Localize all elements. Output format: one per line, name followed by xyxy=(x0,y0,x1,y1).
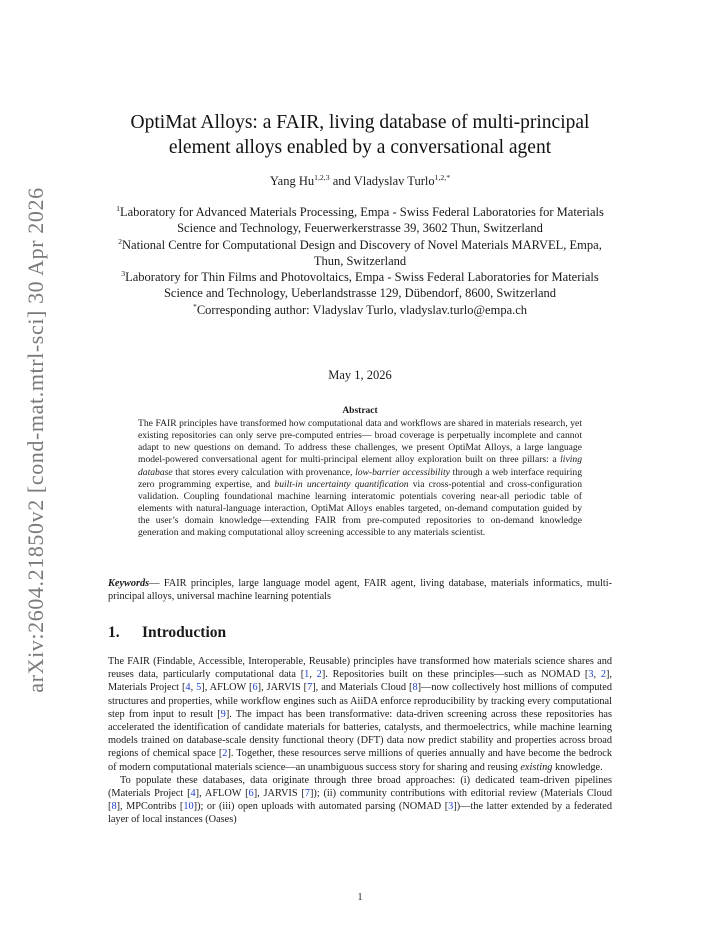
citation-link[interactable]: 5 xyxy=(196,682,202,694)
affiliation xyxy=(108,237,612,270)
author-connector: and xyxy=(329,174,354,188)
keywords-label: Keywords xyxy=(108,578,150,589)
text-run: ])—the latter extended by a federated layer of local instances (Oases) xyxy=(108,801,613,826)
text-run: ]. Together, these resources serve millions of queries annually and have become the bedrock of modern computational materials science—an unambiguous success story for sharing and reusing xyxy=(108,748,612,773)
citation-link[interactable]: 2 xyxy=(600,669,606,681)
text-run: ], and Materials Cloud [ xyxy=(312,682,413,694)
text-run: ], JARVIS [ xyxy=(253,788,305,800)
text-run: ]); or (iii) open uploads with automated parsing (NOMAD [ xyxy=(193,801,449,813)
abstract-emphasis: living database xyxy=(138,454,582,478)
abstract-segment: through a web interface requiring zero programming expertise, and xyxy=(138,466,582,490)
affiliation-text: National Centre for Computational Design and Discovery of Novel Materials MARVEL, Empa, Thun, Switzerland xyxy=(122,237,602,268)
citation-link[interactable]: 7 xyxy=(304,788,310,800)
citation-link[interactable]: 10 xyxy=(183,801,194,813)
citation-link[interactable]: 1 xyxy=(304,669,310,681)
text-run: ]); (ii) community contributions with editorial review (Materials Cloud [ xyxy=(108,788,612,813)
affiliation-mark: 3 xyxy=(121,269,126,279)
abstract-segment: The FAIR principles have transformed how computational data and workflows are shared in materials research, yet existing repositories can only serve pre-computed entries— broad coverage is perpetually incomplete and cannot adapt to new questions on demand. To address these challenges, we present OptiMat Alloys, a large language model-powered conversational agent for multi-principal element alloy exploration built on three pillars: a xyxy=(138,418,582,466)
abstract-emphasis: low-barrier accessibility xyxy=(355,466,450,478)
affiliation xyxy=(108,204,612,237)
publication-date: May 1, 2026 xyxy=(328,368,392,382)
text-run: knowledge. xyxy=(552,761,603,773)
text-run: To populate these databases, data originate through three broad approaches: (i) dedicated team-driven pipelines (Materials Project [ xyxy=(108,774,612,800)
author-list xyxy=(108,173,612,189)
citation-link[interactable]: 3 xyxy=(448,801,454,813)
affiliation-mark: * xyxy=(192,301,197,311)
citation-link[interactable]: 6 xyxy=(248,788,254,800)
text-run: ]. The impact has been transformative: data-driven screening across these repositories has accelerated the identification of candidate materials for batteries, catalysts, and thermoelectrics, while machine learning models trained on database-scale density functional theory (DFT) data now predict stability and properties across broad regions of chemical space [ xyxy=(108,708,612,760)
paragraph xyxy=(108,655,612,774)
paragraph xyxy=(108,774,612,827)
introduction-body xyxy=(108,655,612,827)
arxiv-identifier: arXiv:2604.21850v2 [cond-mat.mtrl-sci] 30 Apr 2026 xyxy=(23,187,48,693)
paper-title xyxy=(108,110,612,160)
text-run: ]—now collectively host millions of computed structures and properties, while workflow engines such as AiiDA enforce reproducibility by tracking every computational step from input to result [ xyxy=(108,682,612,720)
author-affiliation-marks: 1,2,3 xyxy=(314,172,330,182)
affiliation xyxy=(108,269,612,302)
section-number: 1. xyxy=(108,624,120,641)
author-name: Vladyslav Turlo xyxy=(353,174,435,188)
citation-link[interactable]: 7 xyxy=(307,682,313,694)
citation-link[interactable]: 9 xyxy=(220,708,226,720)
citation-link[interactable]: 3 xyxy=(588,669,594,681)
text-run: ], AFLOW [ xyxy=(201,682,253,694)
author-name: Yang Hu xyxy=(269,174,315,188)
keywords xyxy=(108,577,612,604)
affiliations xyxy=(108,204,612,318)
affiliation-text: Laboratory for Advanced Materials Processing, Empa - Swiss Federal Laboratories for Materials Science and Technology, Feuerwerkerstrasse 39, 3602 Thun, Switzerland xyxy=(119,205,604,236)
section-title: Introduction xyxy=(142,624,227,641)
text-run: ], MPContribs [ xyxy=(116,801,184,813)
citation-link[interactable]: 6 xyxy=(252,682,258,694)
abstract-heading: Abstract xyxy=(342,406,378,416)
text-run: , xyxy=(593,669,601,681)
abstract-text xyxy=(138,418,582,540)
page-number: 1 xyxy=(357,892,363,903)
emphasis: existing xyxy=(520,761,553,773)
corresponding-author-text: Corresponding author: Vladyslav Turlo, vladyslav.turlo@empa.ch xyxy=(196,302,528,317)
text-run: ], JARVIS [ xyxy=(257,682,308,694)
text-run: ]. Repositories built on these principles—such as NOMAD [ xyxy=(321,669,589,681)
citation-link[interactable]: 4 xyxy=(185,682,191,694)
arxiv-sidebar xyxy=(18,187,54,693)
affiliation-text: Laboratory for Thin Films and Photovoltaics, Empa - Swiss Federal Laboratories for Materials Science and Technology, Ueberlandstrasse 129, Dübendorf, 8600, Switzerland xyxy=(125,270,599,301)
affiliation-mark: 2 xyxy=(118,236,123,246)
author-affiliation-marks: 1,2,* xyxy=(434,172,451,182)
citation-link[interactable]: 8 xyxy=(412,682,418,694)
citation-link[interactable]: 8 xyxy=(111,801,117,813)
keywords-text: — FAIR principles, large language model agent, FAIR agent, living database, materials informatics, multi-principal alloys, universal machine learning potentials xyxy=(108,578,612,603)
abstract-segment: that stores every calculation with provenance, xyxy=(172,466,356,478)
corresponding-author xyxy=(108,302,612,318)
affiliation-mark: 1 xyxy=(116,203,120,213)
text-run: , xyxy=(309,669,317,681)
text-run: ], AFLOW [ xyxy=(195,788,249,800)
section-heading xyxy=(108,624,226,642)
citation-link[interactable]: 2 xyxy=(222,748,228,760)
title-line-1: OptiMat Alloys: a FAIR, living database of multi-principal xyxy=(130,112,590,133)
title-line-2: element alloys enabled by a conversational agent xyxy=(168,137,552,158)
abstract-emphasis: built-in uncertainty quantification xyxy=(274,478,409,490)
text-run: ], Materials Project [ xyxy=(108,669,612,694)
text-run: The FAIR (Findable, Accessible, Interoperable, Reusable) principles have transformed how materials science shares and reuses data, particularly computational data [ xyxy=(108,656,612,681)
citation-link[interactable]: 4 xyxy=(190,788,196,800)
abstract-segment: via cross-potential and cross-configuration validation. Coupling foundational machine learning interatomic potentials covering near-all periodic table of elements with natural-language interaction, OptiMat Alloys enables targeted, on-demand computation guided by the user’s domain knowledge—extending FAIR from pre-computed repositories to on-demand knowledge generation and making computational alloy screening accessible to any materials scientist. xyxy=(138,478,582,539)
text-run: , xyxy=(190,682,197,694)
citation-link[interactable]: 2 xyxy=(316,669,322,681)
